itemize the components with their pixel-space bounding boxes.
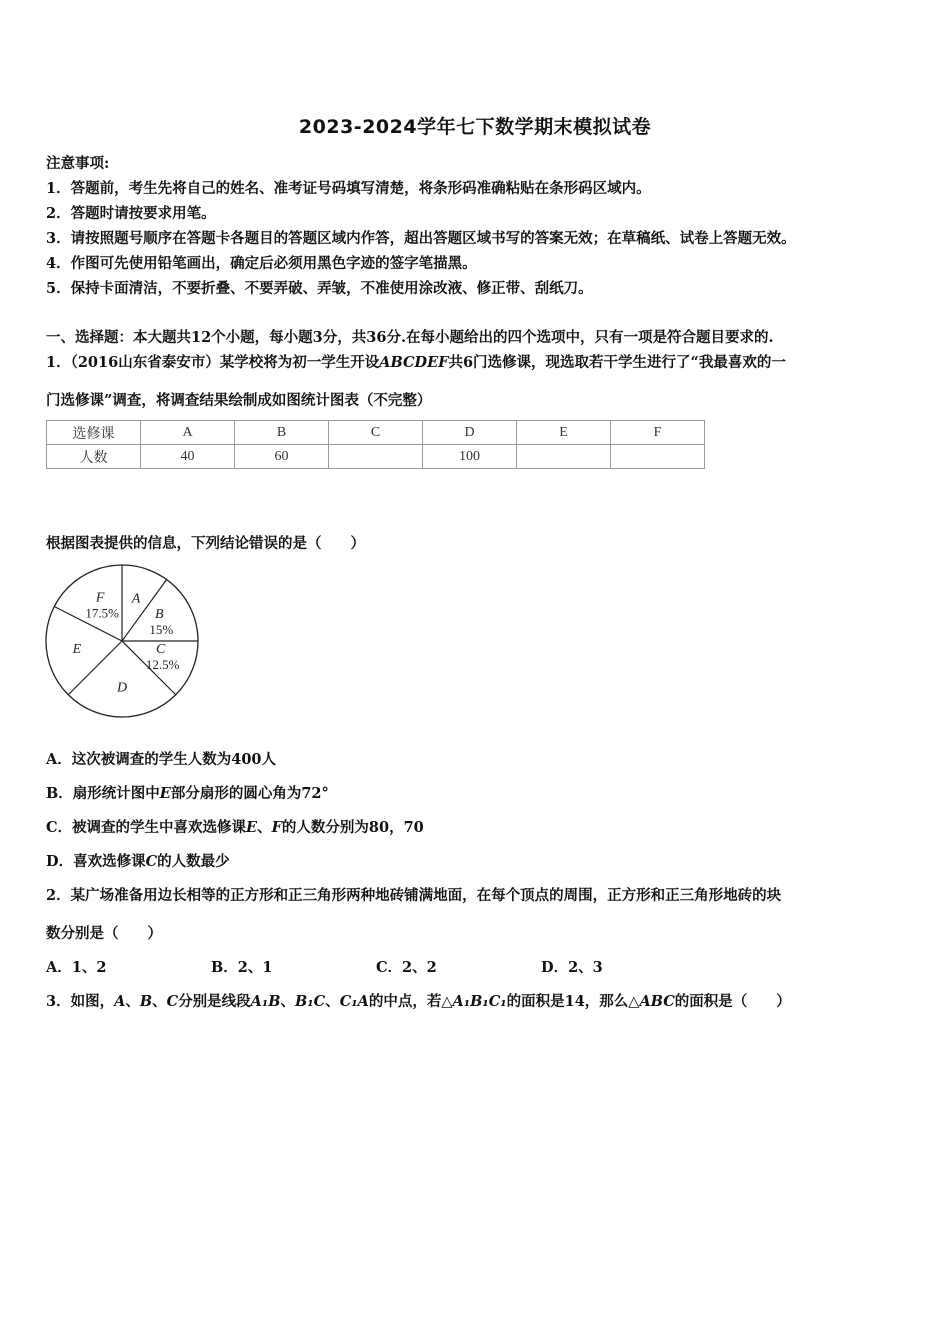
course-table: [46, 420, 705, 469]
notice-item: 3．请按照题号顺序在答题卡各题目的答题区域内作答，超出答题区域书写的答案无效；在草稿纸、试卷上答题无效。: [46, 230, 796, 247]
table-header-row: [47, 421, 705, 445]
table-row: [47, 445, 705, 469]
option-text: 的人数最少: [157, 853, 230, 870]
pie-slice-percent: 15%: [149, 622, 174, 638]
option-text: 的人数分别为80，70: [281, 819, 424, 836]
q1-variable: ABCDEF: [379, 354, 449, 371]
table-cell: F: [611, 421, 705, 445]
q2-option-a: A．1、2: [46, 959, 107, 976]
table-cell: D: [423, 421, 517, 445]
option-text: 、: [257, 819, 272, 836]
table-cell: B: [235, 421, 329, 445]
question-3: [46, 990, 791, 1011]
option-text: 部分扇形的圆心角为72°: [170, 785, 329, 802]
option-variable: C: [145, 853, 158, 870]
notice-item: 2．答题时请按要求用笔。: [46, 205, 216, 222]
q3-text: 分别是线段: [178, 993, 251, 1010]
q3-text: 的中点，若△: [368, 993, 453, 1010]
table-cell: 人数: [47, 445, 141, 469]
q3-var: A₁B₁C₁: [452, 993, 507, 1010]
q1-option-b: [46, 782, 329, 803]
q3-text: 3．如图，: [46, 993, 115, 1010]
q3-var: A₁B: [250, 993, 281, 1010]
q3-var: B₁C: [295, 993, 326, 1010]
q1-option-c: [46, 816, 424, 837]
q3-var: B: [139, 993, 153, 1010]
q3-var: A: [114, 993, 126, 1010]
q3-var: C₁A: [339, 993, 369, 1010]
q3-text: 的面积是14，那么△: [506, 993, 640, 1010]
q3-text: 、: [152, 993, 167, 1010]
notice-item: 4．作图可先使用铅笔画出，确定后必须用黑色字迹的签字笔描黑。: [46, 255, 477, 272]
pie-slice-label: A: [131, 591, 141, 607]
pie-slice-label: B: [154, 607, 164, 623]
page-title: 2023-2024学年七下数学期末模拟试卷: [298, 116, 652, 138]
q3-text: 、: [280, 993, 296, 1010]
table-cell: 60: [235, 445, 329, 469]
table-cell: 选修课: [47, 421, 141, 445]
option-text: C．被调查的学生中喜欢选修课: [46, 819, 247, 836]
pie-slice-label: F: [95, 590, 105, 606]
pie-slice-percent: 12.5%: [145, 656, 180, 672]
pie-slice-label: D: [116, 680, 128, 696]
q3-var: C: [166, 993, 179, 1010]
table-cell: 40: [141, 445, 235, 469]
q2-option-b: B．2、1: [211, 959, 273, 976]
question-2-line-1: 2．某广场准备用边长相等的正方形和正三角形两种地砖铺满地面，在每个顶点的周围，正方形和正三角形地砖的块: [46, 887, 782, 904]
option-text: D．喜欢选修课: [46, 853, 146, 870]
q2-option-c: C．2、2: [376, 959, 437, 976]
q3-text: 、: [325, 993, 340, 1010]
pie-slice-percent: 17.5%: [85, 605, 119, 621]
q1-prefix: 1．（2016山东省泰安市）某学校将为初一学生开设: [46, 354, 380, 371]
notice-item: 1．答题前，考生先将自己的姓名、准考证号码填写清楚，将条形码准确粘贴在条形码区域内。: [46, 180, 651, 197]
question-1-prompt: 根据图表提供的信息，下列结论错误的是（ ）: [46, 535, 365, 552]
question-2-line-2: 数分别是（ ）: [46, 925, 162, 942]
q1-suffix: 共6门选修课，现选取若干学生进行了“我最喜欢的一: [448, 354, 786, 371]
q3-text: 、: [125, 993, 140, 1010]
q3-text: 的面积是（ ）: [674, 993, 791, 1010]
q2-option-d: D．2、3: [541, 959, 603, 976]
notice-heading: 注意事项:: [46, 155, 110, 172]
table-cell: [517, 445, 611, 469]
section-header: 一、选择题：本大题共12个小题，每小题3分，共36分.在每小题给出的四个选项中，只有一项是符合题目要求的.: [46, 329, 774, 346]
pie-slice-label: C: [155, 641, 166, 657]
option-text: B．扇形统计图中: [46, 785, 160, 802]
table-cell: E: [517, 421, 611, 445]
q1-option-a: A．这次被调查的学生人数为400人: [46, 751, 277, 768]
question-1-line-2: 门选修课”调查，将调查结果绘制成如图统计图表（不完整）: [46, 392, 432, 409]
table-cell: [611, 445, 705, 469]
q1-option-d: [46, 850, 230, 871]
q3-var: ABC: [639, 993, 675, 1010]
option-variable: E: [159, 785, 171, 802]
table-cell: A: [141, 421, 235, 445]
table-cell: [329, 445, 423, 469]
pie-slice-label: E: [72, 642, 82, 658]
question-1-line-1: [46, 351, 786, 372]
option-variable: E: [246, 819, 258, 836]
pie-chart: [44, 563, 204, 723]
table-cell: C: [329, 421, 423, 445]
notice-item: 5．保持卡面清洁，不要折叠、不要弄破、弄皱，不准使用涂改液、修正带、刮纸刀。: [46, 280, 593, 297]
option-variable: F: [271, 819, 282, 836]
table-cell: 100: [423, 445, 517, 469]
